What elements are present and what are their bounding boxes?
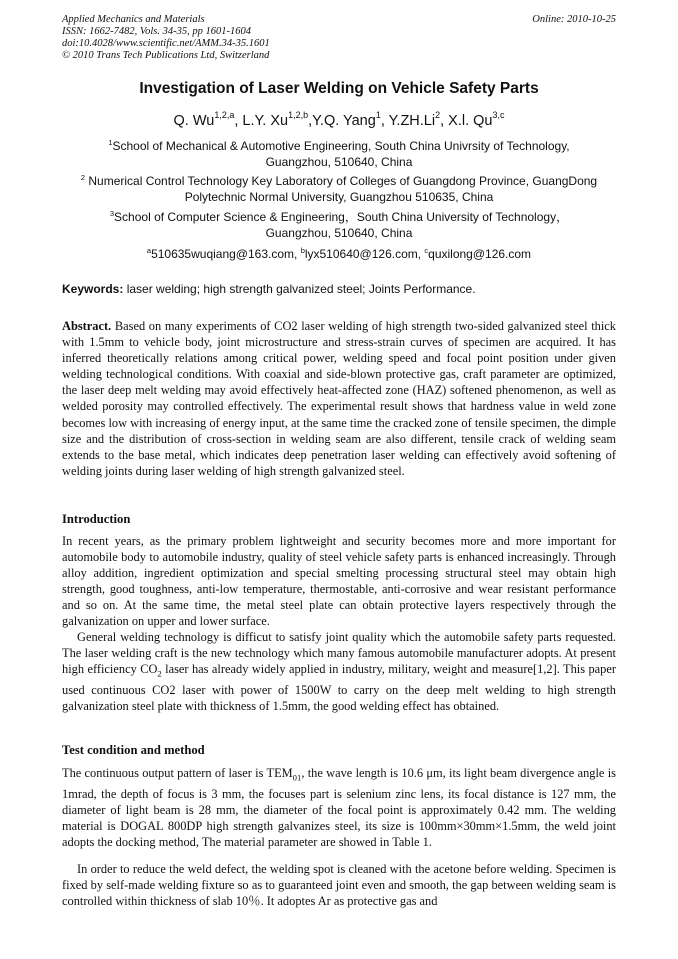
- author-name: Y.Q. Yang: [312, 113, 376, 129]
- author-affiliation-mark: 3,c: [492, 109, 505, 120]
- author-name: L.Y. Xu: [242, 113, 289, 129]
- abstract: [62, 318, 616, 479]
- email-link[interactable]: 510635wuqiang@163.com,: [151, 247, 301, 261]
- author-affiliation-mark: 2: [435, 109, 441, 120]
- author-affiliation-mark: 1,2,b: [288, 109, 309, 120]
- email-link[interactable]: lyx510640@126.com,: [304, 247, 425, 261]
- paragraph-test-1: The continuous output pattern of laser is $TEM_{01}$, the wave length is 10.6 μm, its light beam divergence angle is 1mrad, the depth of focus is 3 mm, the focuses part is selenium zinc lens, its focal distance is 127 mm, the diameter of light beam is 28 mm, the diameter of the focal point is approximately 0.42 mm. The welding material is DOGAL 800DP high strength galvanizes steel, its size is 100mm×30mm×1.5mm, the weld joint adopts the docking method, The material parameter are showed in Table 1.: [62, 766, 616, 849]
- abstract-text: Based on many experiments of CO2 laser welding of high strength two-sided galvanized steel thick with 1.5mm to vehicle body, joint microstructure and stress-strain curves of specimen are acquired. It has inferred theoretically relations among critical power, welding speed and focal point position under given welding technological conditions. With coaxial and side-blown protective gas, craft parameter are optimized, the laser deep melt welding may avoid effectively heat-affected zone (HAZ) softened phenomenon, as well as welded porosity may controlled effectively. The experimental result shows that hardness value in weld zone becomes low with increasing of energy input, at the same time the cracked zone of tensile specimen, the dimple size and the distribution of cross-section in welding seam are also different, tensile crack of welding seam extends to the base metal, which indicates deep penetration laser welding can effectively avoid softening of welding joints during laser welding of high strength galvanized steel.: [62, 319, 616, 478]
- keywords-label: Keywords:: [62, 282, 124, 296]
- keywords: [62, 282, 616, 296]
- affiliation-1: $^1$School of Mechanical & Automotive Engineering, South China Univrsity of Technology, Guangzhou, 510640, China: [108, 138, 570, 169]
- affiliation-3: $^3$School of Computer Science & Engineering，South China University of Technology， Guangzhou, 510640, China: [109, 209, 569, 240]
- author-name: Q. Wu: [173, 113, 215, 129]
- abstract-label: Abstract.: [62, 319, 112, 333]
- online-date: Online: 2010-10-25: [532, 14, 616, 25]
- paragraph-intro-1: In recent years, as the primary problem lightweight and security becomes more and more important for automobile body to automobile industry, quality of steel vehicle safety parts is enhanced increasingly. Through alloy addition, ingredient optimization and special smelting processing structural steel may obtain high strength, good toughness, anti-low temperature, thermostable, anti-corrosive and wear resistant performance and so on. At the same time, the metal steel plate can obtain protective layers respectively through the galvanization on upper and lower surface.: [62, 534, 616, 629]
- journal-copyright: © 2010 Trans Tech Publications Ltd, Switzerland: [62, 50, 270, 61]
- author-name: X.l. Qu: [448, 113, 493, 129]
- journal-issn: ISSN: 1662-7482, Vols. 34-35, pp 1601-1604: [62, 26, 251, 37]
- paper-title: Investigation of Laser Welding on Vehicle Safety Parts: [139, 80, 539, 97]
- author-name: Y.ZH.Li: [388, 113, 436, 129]
- author-list: Q. Wu$^{1,2,a}$, L.Y. Xu$^{1,2,b}$,Y.Q. Yang$^1$, Y.ZH.Li$^2$, X.l. Qu$^{3,c}$: [173, 109, 505, 129]
- affiliation-2: $^2$ Numerical Control Technology Key Laboratory of Colleges of Guangdong Province, GuangDong Polytechnic Normal University, Guangzhou 510635, China: [80, 173, 598, 204]
- paragraph-test-2: In order to reduce the weld defect, the welding spot is cleaned with the acetone before welding. Specimen is fixed by self-made welding fixture so as to guaranteed joint even and smooth, the gap between welding seam is controlled within thickness of slab 10％. It adoptes Ar as protective gas and: [62, 862, 616, 909]
- journal-name: Applied Mechanics and Materials: [62, 14, 205, 25]
- section-heading-introduction: Introduction: [62, 512, 131, 526]
- section-heading-test-condition: Test condition and method: [62, 743, 205, 757]
- author-emails: $^a$510635wuqiang@163.com, $^b$lyx510640@126.com, $^c$quxilong@126.com: [146, 246, 532, 261]
- journal-doi: doi:10.4028/www.scientific.net/AMM.34-35.1601: [62, 38, 270, 49]
- author-affiliation-mark: 1: [375, 109, 381, 120]
- author-affiliation-mark: 1,2,a: [214, 109, 235, 120]
- paragraph-intro-2: General welding technology is difficut to satisfy joint quality which the automobile safety parts requested. The laser welding craft is the new technology which many famous automobile manufacturer adopts. At present high efficiency $CO_2$ laser has already widely applied in industry, military, weight and measure[1,2]. This paper used continuous CO2 laser with power of 1500W to carry on the deep melt welding to high strength galvanization steel plate with thickness of 1.5mm, the good welding effect has obtained.: [62, 630, 616, 713]
- keywords-text: laser welding; high strength galvanized steel; Joints Performance.: [123, 282, 476, 296]
- email-link[interactable]: quxilong@126.com: [428, 247, 532, 261]
- journal-header: [62, 14, 616, 62]
